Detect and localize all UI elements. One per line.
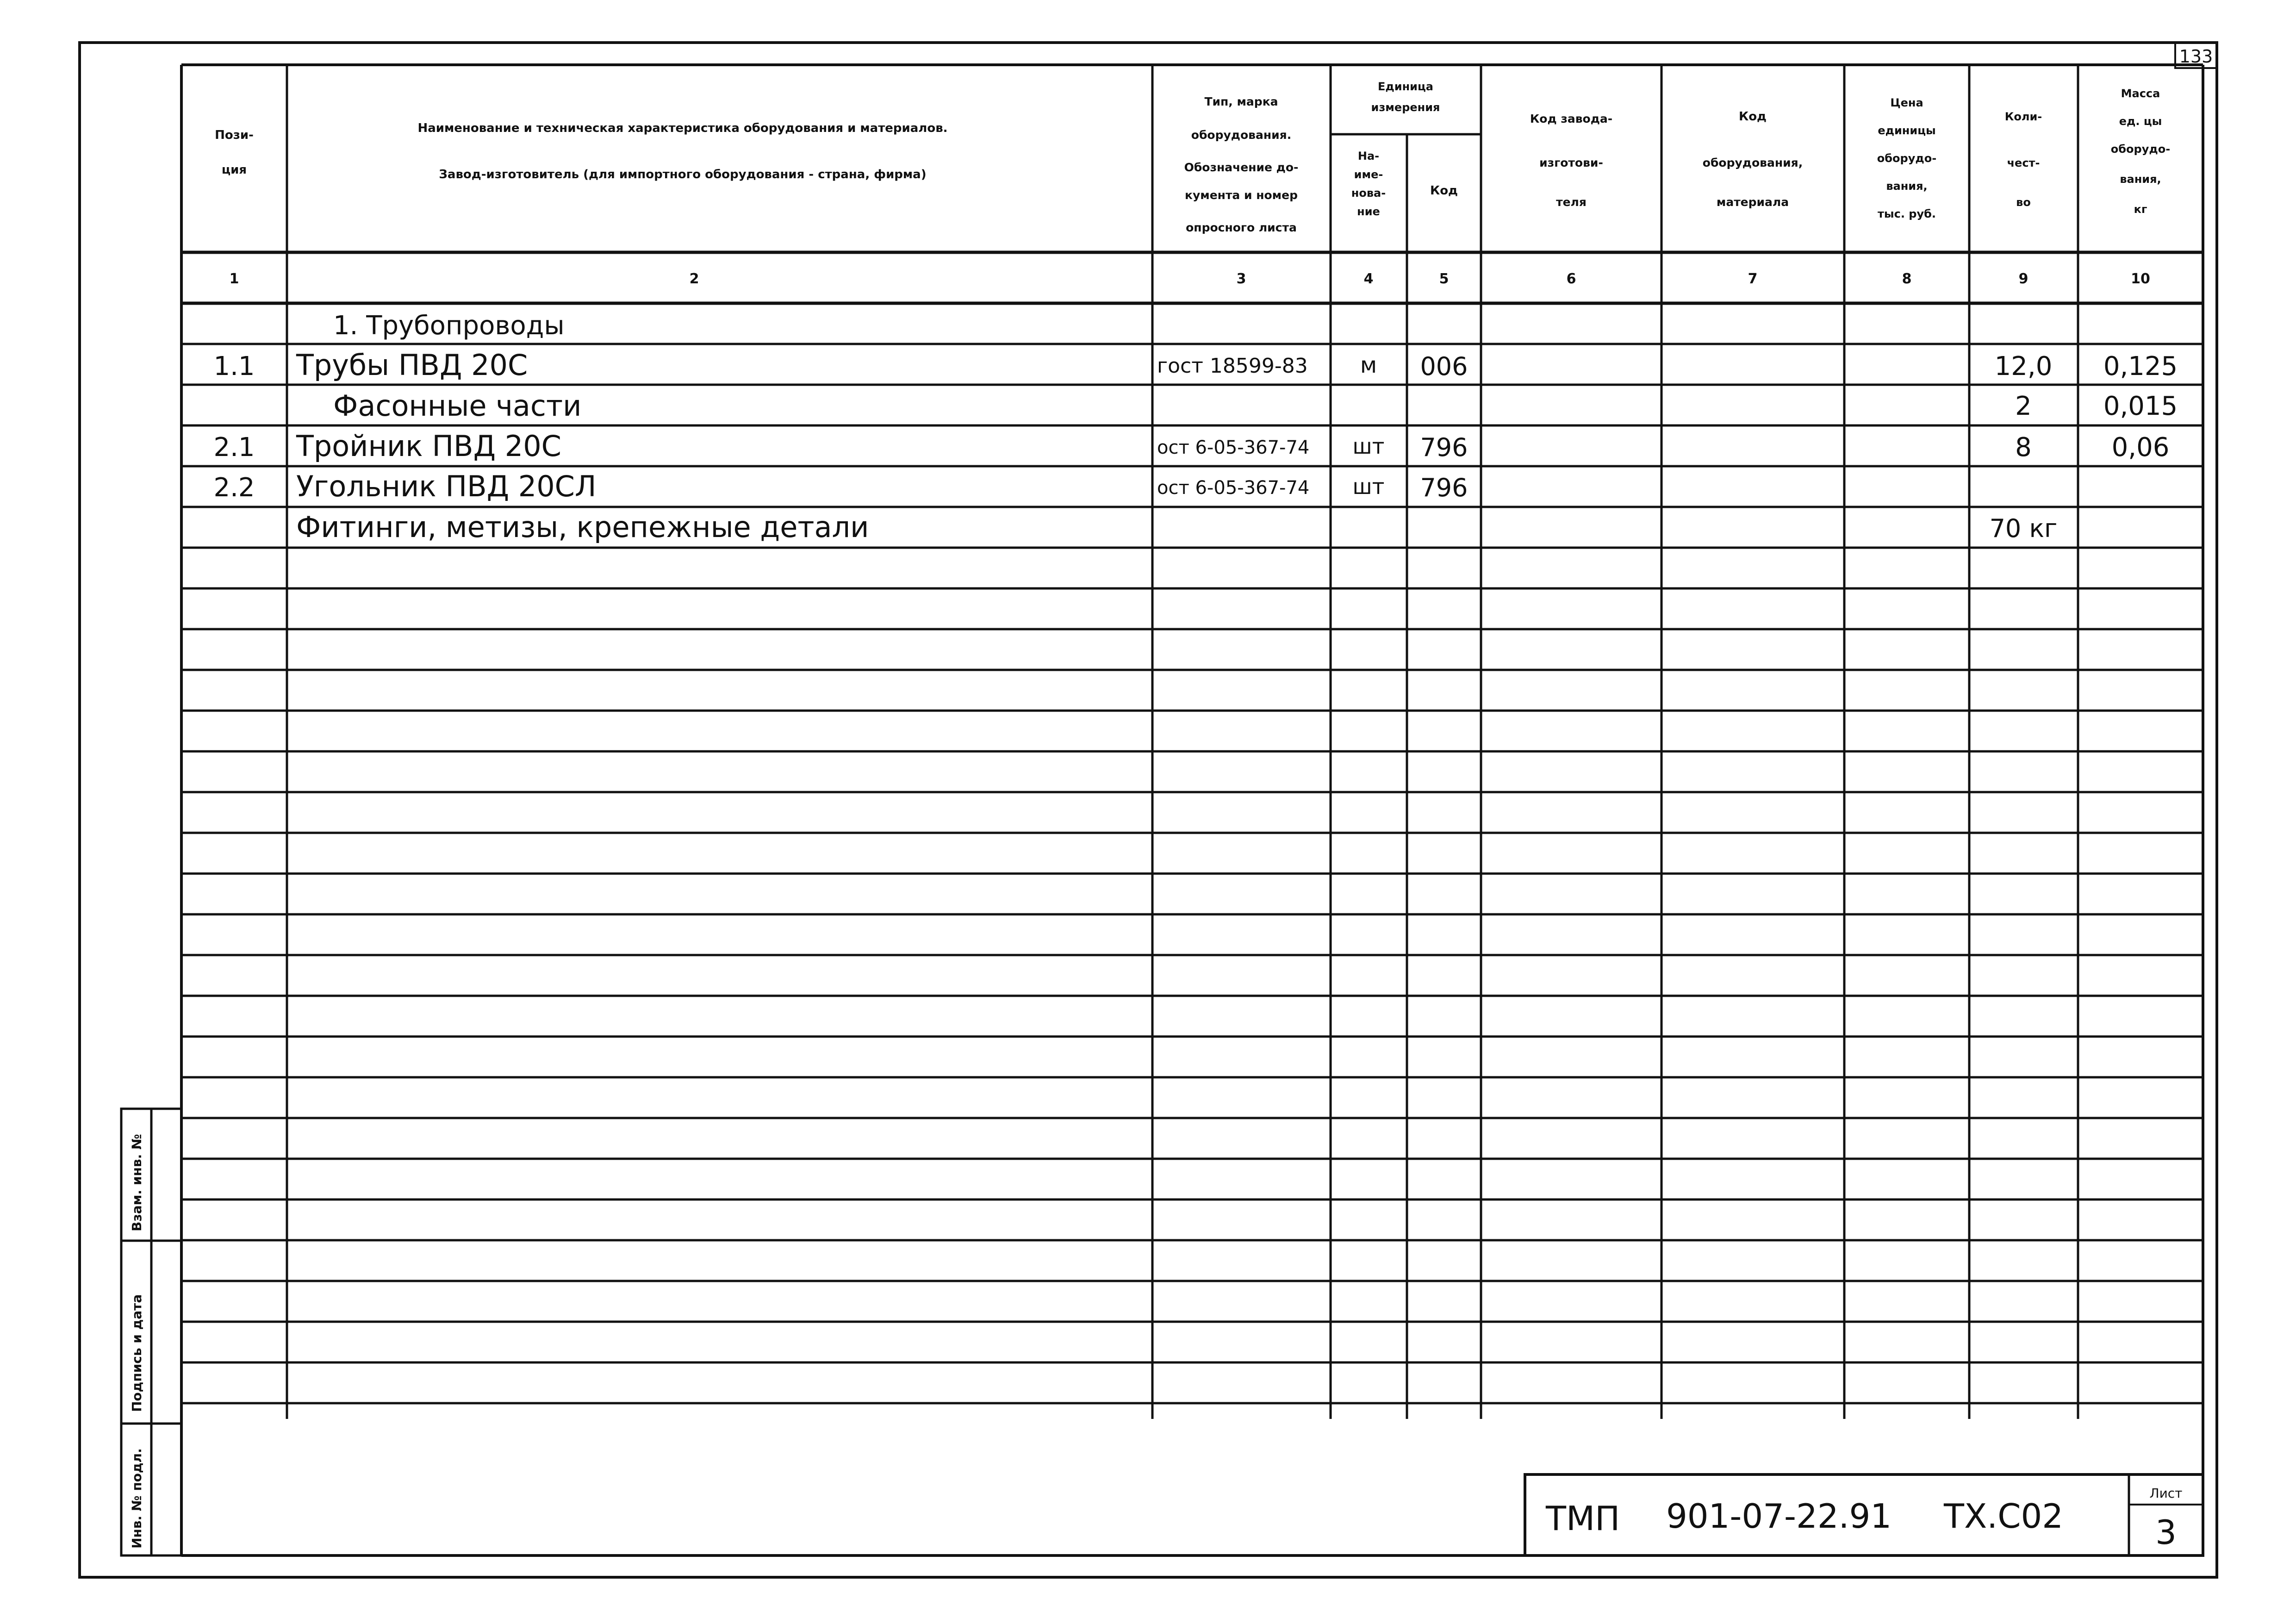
header-factory-2: изготови- (1539, 156, 1603, 169)
col-number-8: 8 (1902, 271, 1912, 287)
header-pos-2: ция (221, 163, 247, 177)
header-price-2: единицы (1878, 124, 1936, 137)
col-number-10: 10 (2131, 271, 2150, 287)
header-type-2: оборудования. (1191, 128, 1292, 142)
row-pos: 2.1 (213, 432, 255, 462)
row-unit-code: 006 (1420, 352, 1468, 381)
table-row (333, 389, 2178, 423)
table-row (213, 429, 2169, 463)
header-pos-1: Пози- (215, 128, 254, 142)
margin-label-original-inv: Инв. № подл. (129, 1448, 144, 1549)
header-factory-1: Код завода- (1530, 112, 1613, 125)
header-code-1: Код (1738, 110, 1767, 124)
row-pos: 1.1 (213, 351, 255, 381)
header-qty-1: Коли- (2004, 110, 2042, 123)
stamp-sheet-number: 3 (2155, 1513, 2177, 1552)
row-mass: 0,06 (2111, 432, 2170, 462)
row-type: гост 18599-83 (1157, 354, 1308, 378)
col-number-2: 2 (689, 271, 699, 287)
header-unit-group-1: Единица (1378, 80, 1433, 93)
header-price-3: оборудо- (1877, 152, 1937, 165)
stamp-mark: ТХ.С02 (1944, 1497, 2064, 1536)
row-qty: 12,0 (1994, 351, 2053, 381)
header-mass-1: Масса (2121, 87, 2160, 100)
col-number-1: 1 (229, 271, 239, 287)
header-type-3: Обозначение до- (1184, 161, 1299, 174)
header-mass-3: оборудо- (2110, 143, 2171, 156)
table-body (213, 311, 2178, 544)
row-name: Фитинги, метизы, крепежные детали (296, 510, 869, 544)
stamp-sheet-label: Лист (2149, 1486, 2183, 1501)
header-unit-group-2: измерения (1371, 101, 1440, 114)
header-unit-code: Код (1430, 184, 1458, 198)
col-number-7: 7 (1748, 271, 1758, 287)
header-name-1: Наименование и техническая характеристика оборудования и материалов. (417, 121, 948, 135)
margin-label-replaced-inv: Взам. инв. № (129, 1134, 144, 1231)
row-unit-name: шт (1352, 434, 1385, 459)
header-mass-4: вания, (2120, 173, 2161, 186)
header-price-1: Цена (1890, 96, 1923, 109)
header-qty-3: во (2016, 196, 2031, 209)
row-unit-name: м (1360, 352, 1377, 378)
col-number-5: 5 (1439, 271, 1449, 287)
header-price-4: вания, (1886, 180, 1928, 193)
title-block (1525, 1474, 2203, 1555)
row-mass: 0,015 (2103, 391, 2178, 421)
table-row (213, 469, 1468, 503)
row-type: ост 6-05-367-74 (1157, 477, 1310, 499)
header-type-1: Тип, марка (1204, 95, 1278, 108)
header-code-3: материала (1716, 195, 1789, 209)
header-unit-name-3: нова- (1351, 187, 1386, 200)
header-type-4: кумента и номер (1185, 188, 1298, 202)
table-row (296, 510, 2057, 544)
header-type-5: опросного листа (1186, 221, 1297, 234)
table-grid (181, 65, 2203, 1419)
row-unit-code: 796 (1420, 473, 1468, 502)
row-type: ост 6-05-367-74 (1157, 437, 1310, 458)
header-factory-3: теля (1556, 195, 1587, 209)
sheet-number-box (2175, 43, 2217, 68)
header-unit-name-2: име- (1354, 168, 1383, 181)
col-number-9: 9 (2018, 271, 2028, 287)
sheet-frame (80, 43, 2217, 1577)
col-number-4: 4 (1363, 271, 1374, 287)
header-unit-name-1: На- (1357, 150, 1380, 162)
header-code-2: оборудования, (1702, 156, 1803, 169)
row-pos: 2.2 (213, 473, 255, 503)
row-unit-name: шт (1352, 474, 1385, 499)
row-qty: 2 (2015, 391, 2032, 421)
header-mass-5: кг (2134, 203, 2147, 216)
table-header (215, 80, 2170, 234)
header-name-2: Завод-изготовитель (для импортного оборудования - страна, фирма) (439, 168, 927, 181)
row-name: Тройник ПВД 20С (296, 429, 561, 463)
col-number-6: 6 (1566, 271, 1576, 287)
sheet-number: 133 (2179, 46, 2213, 67)
row-mass: 0,125 (2103, 351, 2178, 381)
row-qty: 70 кг (1989, 514, 2058, 543)
stamp-doc-code: ТМП (1546, 1499, 1620, 1538)
stamp-project: 901-07-22.91 (1666, 1497, 1892, 1536)
row-unit-code: 796 (1420, 433, 1468, 462)
margin-label-signature-date: Подпись и дата (129, 1294, 144, 1412)
row-name: Угольник ПВД 20СЛ (296, 469, 597, 503)
header-qty-2: чест- (2007, 156, 2040, 169)
row-name: 1. Трубопроводы (333, 311, 565, 341)
table-row (333, 311, 565, 341)
column-number-row (230, 271, 2150, 287)
row-name: Фасонные части (333, 389, 582, 423)
header-price-5: тыс. руб. (1877, 207, 1936, 220)
header-mass-2: ед. цы (2119, 115, 2162, 128)
row-qty: 8 (2015, 432, 2032, 462)
table-row (213, 348, 2178, 382)
row-name: Трубы ПВД 20С (296, 348, 528, 382)
header-unit-name-4: ние (1357, 205, 1380, 218)
col-number-3: 3 (1236, 271, 1246, 287)
